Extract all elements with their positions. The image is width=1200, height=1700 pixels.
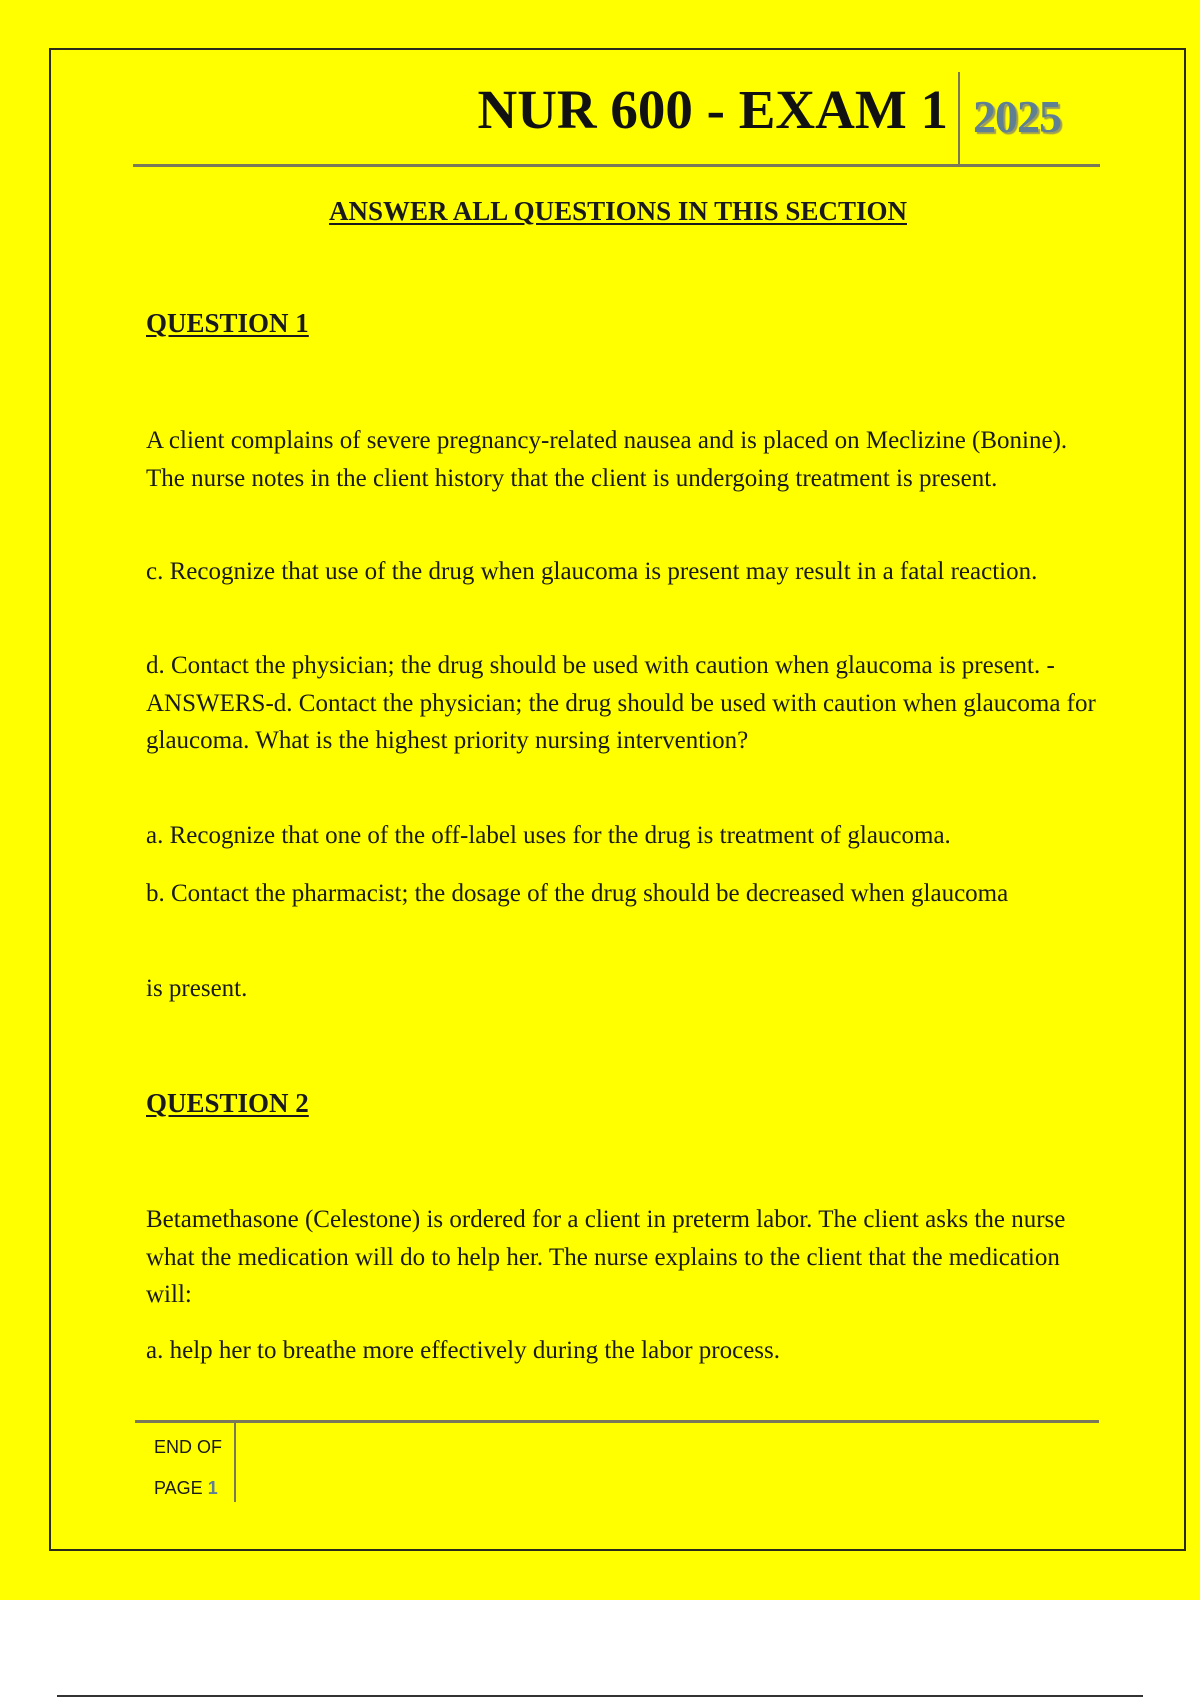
question-1-option-a: a. Recognize that one of the off-label uses for the drug is treatment of glaucoma. [146,822,951,849]
question-1-stem: A client complains of severe pregnancy-related nausea and is placed on Meclizine (Bonine). The nurse notes in the client history that the client is undergoing treatment is present. [146,427,1068,492]
question-2-heading: QUESTION 2 [146,1088,309,1118]
exam-title: NUR 600 - EXAM 1 [477,79,948,140]
footer-page-label [154,1477,218,1499]
question-1-option-d: d. Contact the physician; the drug should be used with caution when glaucoma is present. - ANSWERS-d. Contact the physician; the drug should be used with caution when glaucoma for glaucoma. What is the highest priority nursing intervention? [146,652,1096,754]
page-header [133,72,1100,167]
page-border [49,48,1186,1551]
question-2-option-a: a. help her to breathe more effectively during the labor process. [146,1337,781,1364]
header-divider [958,72,960,164]
footer-page-word: PAGE [154,1478,203,1498]
footer-end-of: END OF [154,1437,223,1457]
question-1-option-b-continued: is present. [146,975,248,1002]
question-1-heading: QUESTION 1 [146,308,309,338]
bottom-rule [57,1695,1143,1697]
question-1-option-b: b. Contact the pharmacist; the dosage of the drug should be decreased when glaucoma [146,880,1009,907]
question-1-option-c: c. Recognize that use of the drug when glaucoma is present may result in a fatal reaction. [146,558,1038,585]
footer-page-number: 1 [207,1478,218,1498]
question-2-stem: Betamethasone (Celestone) is ordered for a client in preterm labor. The client asks the nurse what the medication will do to help her. The nurse explains to the client that the medication will: [146,1206,1066,1308]
exam-year: 2025 [973,91,1061,142]
footer-page-box [135,1423,236,1502]
section-heading: ANSWER ALL QUESTIONS IN THIS SECTION [329,196,907,226]
page-footer [135,1420,1099,1498]
